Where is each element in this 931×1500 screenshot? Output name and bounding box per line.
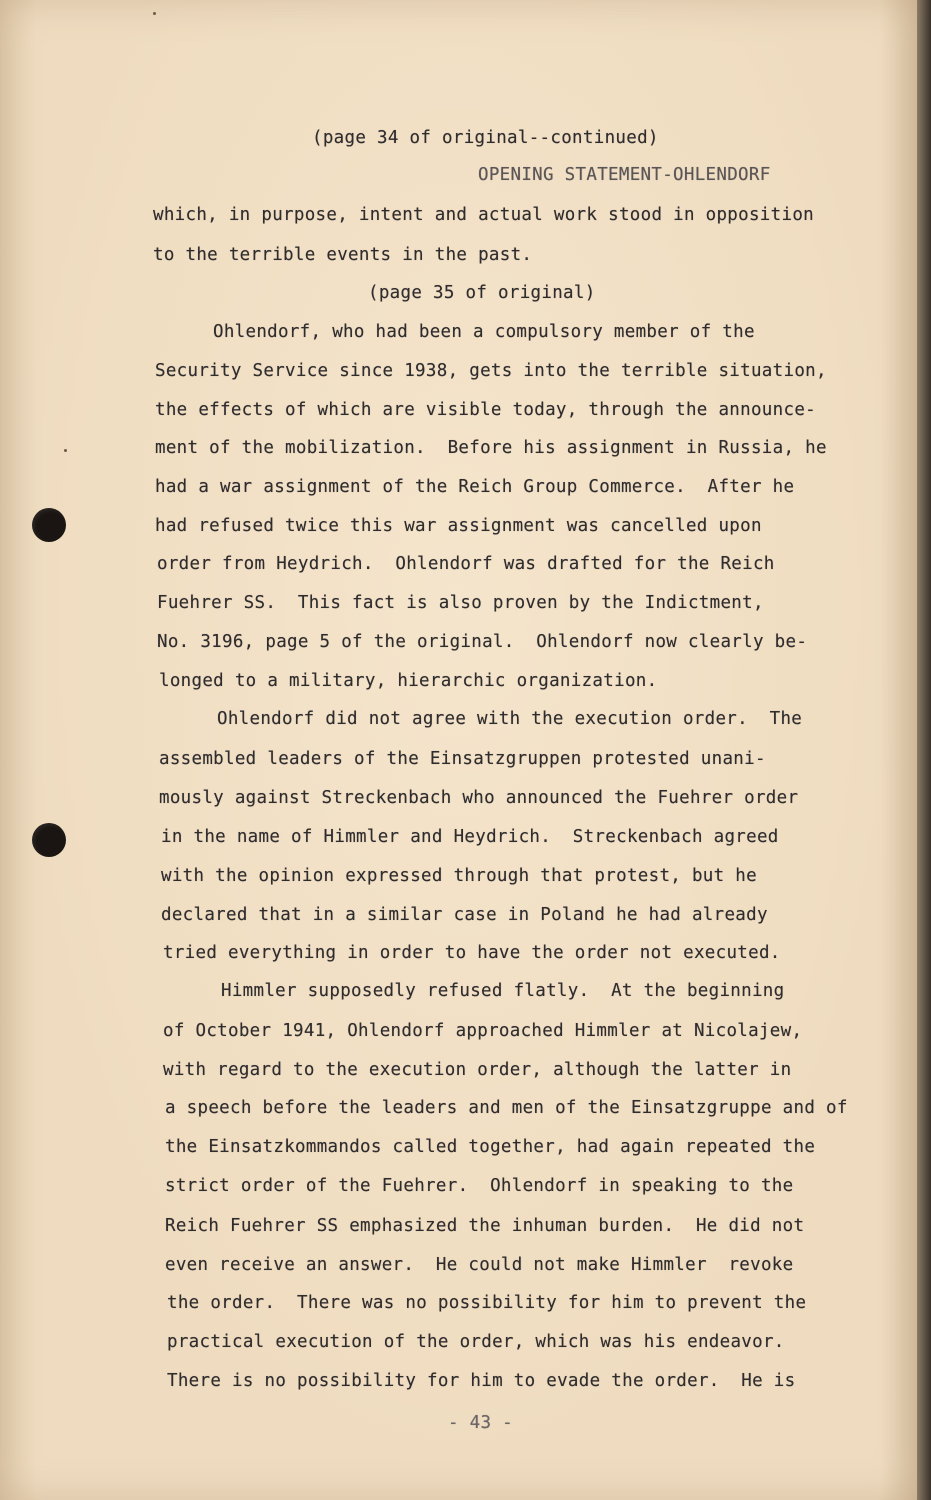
text-line: Himmler supposedly refused flatly. At the beginning [221, 981, 785, 1001]
text-line: longed to a military, hierarchic organization. [159, 671, 658, 691]
text-line: practical execution of the order, which was his endeavor. [167, 1332, 785, 1352]
text-line: the effects of which are visible today, through the announce- [155, 400, 816, 420]
text-line: in the name of Himmler and Heydrich. Streckenbach agreed [161, 827, 779, 847]
page-continuation-header: (page 34 of original--continued) [312, 128, 659, 148]
text-line: to the terrible events in the past. [153, 245, 533, 265]
ink-speck [64, 449, 67, 452]
text-line: Ohlendorf, who had been a compulsory member of the [213, 322, 755, 342]
text-line: had refused twice this war assignment was cancelled upon [155, 516, 762, 536]
ink-speck [153, 12, 156, 15]
scan-edge [917, 0, 931, 1500]
punch-hole [32, 508, 66, 542]
text-line: Security Service since 1938, gets into the terrible situation, [155, 361, 827, 381]
text-line: Reich Fuehrer SS emphasized the inhuman burden. He did not [165, 1216, 805, 1236]
text-line: with the opinion expressed through that protest, but he [161, 866, 757, 886]
text-line: a speech before the leaders and men of the Einsatzgruppe and of [165, 1098, 848, 1118]
text-line: There is no possibility for him to evade the order. He is [167, 1371, 796, 1391]
text-line: the Einsatzkommandos called together, had again repeated the [165, 1137, 816, 1157]
section-title: OPENING STATEMENT-OHLENDORF [478, 165, 771, 185]
page-number: - 43 - [448, 1413, 514, 1433]
text-line: Ohlendorf did not agree with the execution order. The [217, 709, 803, 729]
text-line: the order. There was no possibility for him to prevent the [167, 1293, 807, 1313]
text-line: had a war assignment of the Reich Group Commerce. After he [155, 477, 795, 497]
text-line: ment of the mobilization. Before his assignment in Russia, he [155, 438, 827, 458]
punch-hole [32, 823, 66, 857]
text-line: mously against Streckenbach who announced the Fuehrer order [159, 788, 799, 808]
text-line: tried everything in order to have the order not executed. [163, 943, 781, 963]
text-line: with regard to the execution order, although the latter in [163, 1060, 792, 1080]
text-line: even receive an answer. He could not make Himmler revoke [165, 1255, 794, 1275]
text-line: order from Heydrich. Ohlendorf was drafted for the Reich [157, 554, 775, 574]
text-line: declared that in a similar case in Poland he had already [161, 905, 768, 925]
text-line: No. 3196, page 5 of the original. Ohlendorf now clearly be- [157, 632, 808, 652]
text-line: of October 1941, Ohlendorf approached Himmler at Nicolajew, [163, 1021, 803, 1041]
original-page-marker: (page 35 of original) [368, 283, 596, 303]
text-line: assembled leaders of the Einsatzgruppen protested unani- [159, 749, 766, 769]
text-line: Fuehrer SS. This fact is also proven by the Indictment, [157, 593, 764, 613]
text-line: which, in purpose, intent and actual work stood in opposition [153, 205, 814, 225]
text-line: strict order of the Fuehrer. Ohlendorf in speaking to the [165, 1176, 794, 1196]
